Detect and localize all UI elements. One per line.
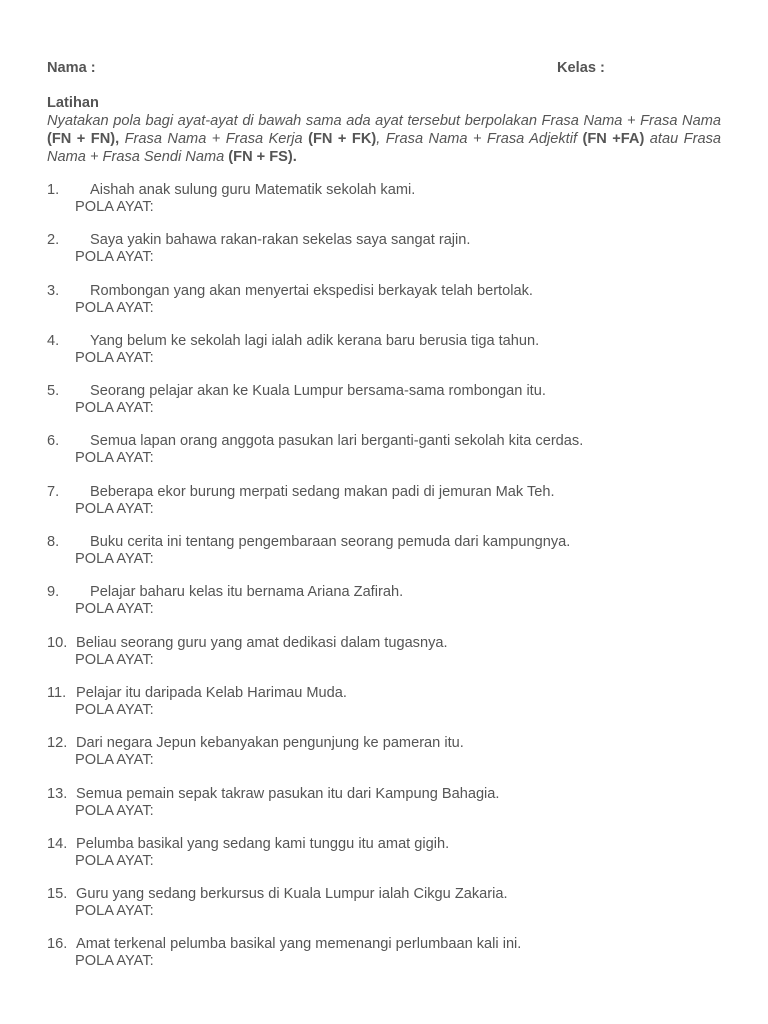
question-number: 10. xyxy=(47,634,68,651)
pola-ayat-label: POLA AYAT: xyxy=(75,299,154,316)
pola-ayat-label: POLA AYAT: xyxy=(75,752,154,769)
kelas-label: Kelas : xyxy=(557,60,605,76)
pola-ayat-label: POLA AYAT: xyxy=(75,852,154,869)
question-number: 6. xyxy=(47,433,60,450)
pola-ayat-label: POLA AYAT: xyxy=(75,953,154,970)
question-item xyxy=(47,886,721,936)
question-item xyxy=(47,735,721,785)
worksheet-page xyxy=(47,60,721,987)
question-number: 1. xyxy=(47,182,60,198)
pola-ayat-label: POLA AYAT: xyxy=(75,349,154,366)
question-sentence: Pelajar baharu kelas itu bernama Ariana Zafirah. xyxy=(90,584,404,601)
instruction-run: (FN +FA) xyxy=(582,131,645,147)
question-item xyxy=(47,584,721,634)
question-sentence: Dari negara Jepun kebanyakan pengunjung ke pameran itu. xyxy=(76,735,464,752)
pola-ayat-label: POLA AYAT: xyxy=(75,249,154,266)
question-item xyxy=(47,786,721,836)
question-sentence: Beliau seorang guru yang amat dedikasi dalam tugasnya. xyxy=(76,634,448,651)
pola-ayat-label: POLA AYAT: xyxy=(75,651,154,668)
question-sentence: Semua pemain sepak takraw pasukan itu dari Kampung Bahagia. xyxy=(76,785,500,802)
instruction-run: Nyatakan pola bagi ayat-ayat di bawah sama ada ayat tersebut berpolakan Frasa Nama + Frasa Nama xyxy=(47,113,721,129)
question-sentence: Semua lapan orang anggota pasukan lari berganti-ganti sekolah kita cerdas. xyxy=(90,433,584,450)
question-number: 16. xyxy=(47,936,68,953)
pola-ayat-label: POLA AYAT: xyxy=(75,802,154,819)
instruction-run: (FN + FS). xyxy=(228,149,297,165)
question-item xyxy=(47,433,721,483)
question-item xyxy=(47,333,721,383)
pola-ayat-label: POLA AYAT: xyxy=(75,601,154,618)
instruction-run: atau Frasa Nama + Frasa Sendi Nama xyxy=(47,131,721,165)
question-number: 9. xyxy=(47,584,60,601)
pola-ayat-label: POLA AYAT: xyxy=(75,903,154,920)
pola-ayat-label: POLA AYAT: xyxy=(75,551,154,568)
question-item xyxy=(47,836,721,886)
question-item xyxy=(47,383,721,433)
exercise-instructions xyxy=(47,112,721,166)
question-number: 12. xyxy=(47,735,68,752)
pola-ayat-label: POLA AYAT: xyxy=(75,500,154,517)
question-item xyxy=(47,283,721,333)
question-sentence: Rombongan yang akan menyertai ekspedisi berkayak telah bertolak. xyxy=(90,282,533,299)
question-sentence: Saya yakin bahawa rakan-rakan sekelas saya sangat rajin. xyxy=(90,232,471,249)
pola-ayat-label: POLA AYAT: xyxy=(75,400,154,417)
question-number: 3. xyxy=(47,282,60,299)
question-item xyxy=(47,182,721,232)
question-item xyxy=(47,635,721,685)
instruction-run: Frasa Nama + Frasa Kerja xyxy=(119,131,309,147)
instruction-run: (FN + FK) xyxy=(308,131,377,147)
question-sentence: Seorang pelajar akan ke Kuala Lumpur bersama-sama rombongan itu. xyxy=(90,383,546,400)
question-item xyxy=(47,534,721,584)
pola-ayat-label: POLA AYAT: xyxy=(75,701,154,718)
question-number: 7. xyxy=(47,483,60,500)
question-sentence: Guru yang sedang berkursus di Kuala Lumpur ialah Cikgu Zakaria. xyxy=(76,886,508,903)
question-number: 8. xyxy=(47,534,60,551)
question-number: 2. xyxy=(47,232,60,249)
question-sentence: Aishah anak sulung guru Matematik sekolah kami. xyxy=(90,182,416,198)
header-row xyxy=(47,60,721,78)
question-number: 13. xyxy=(47,785,68,802)
question-sentence: Pelajar itu daripada Kelab Harimau Muda. xyxy=(76,684,347,701)
question-number: 5. xyxy=(47,383,60,400)
question-item xyxy=(47,685,721,735)
question-sentence: Pelumba basikal yang sedang kami tunggu itu amat gigih. xyxy=(76,835,450,852)
pola-ayat-label: POLA AYAT: xyxy=(75,450,154,467)
instruction-run: (FN + FN), xyxy=(47,131,120,147)
instruction-run: , Frasa Nama + Frasa Adjektif xyxy=(376,131,583,147)
question-number: 15. xyxy=(47,886,68,903)
pola-ayat-label: POLA AYAT: xyxy=(75,199,154,215)
question-number: 14. xyxy=(47,835,68,852)
nama-label: Nama : xyxy=(47,60,96,76)
question-list xyxy=(47,182,721,987)
question-item xyxy=(47,232,721,282)
question-sentence: Buku cerita ini tentang pengembaraan seorang pemuda dari kampungnya. xyxy=(90,534,571,551)
exercise-title: Latihan xyxy=(47,95,99,111)
question-sentence: Yang belum ke sekolah lagi ialah adik kerana baru berusia tiga tahun. xyxy=(90,332,540,349)
question-sentence: Beberapa ekor burung merpati sedang makan padi di jemuran Mak Teh. xyxy=(90,483,555,500)
question-number: 11. xyxy=(47,684,67,701)
question-item xyxy=(47,484,721,534)
question-number: 4. xyxy=(47,332,60,349)
question-sentence: Amat terkenal pelumba basikal yang memenangi perlumbaan kali ini. xyxy=(76,936,522,953)
question-item xyxy=(47,936,721,986)
